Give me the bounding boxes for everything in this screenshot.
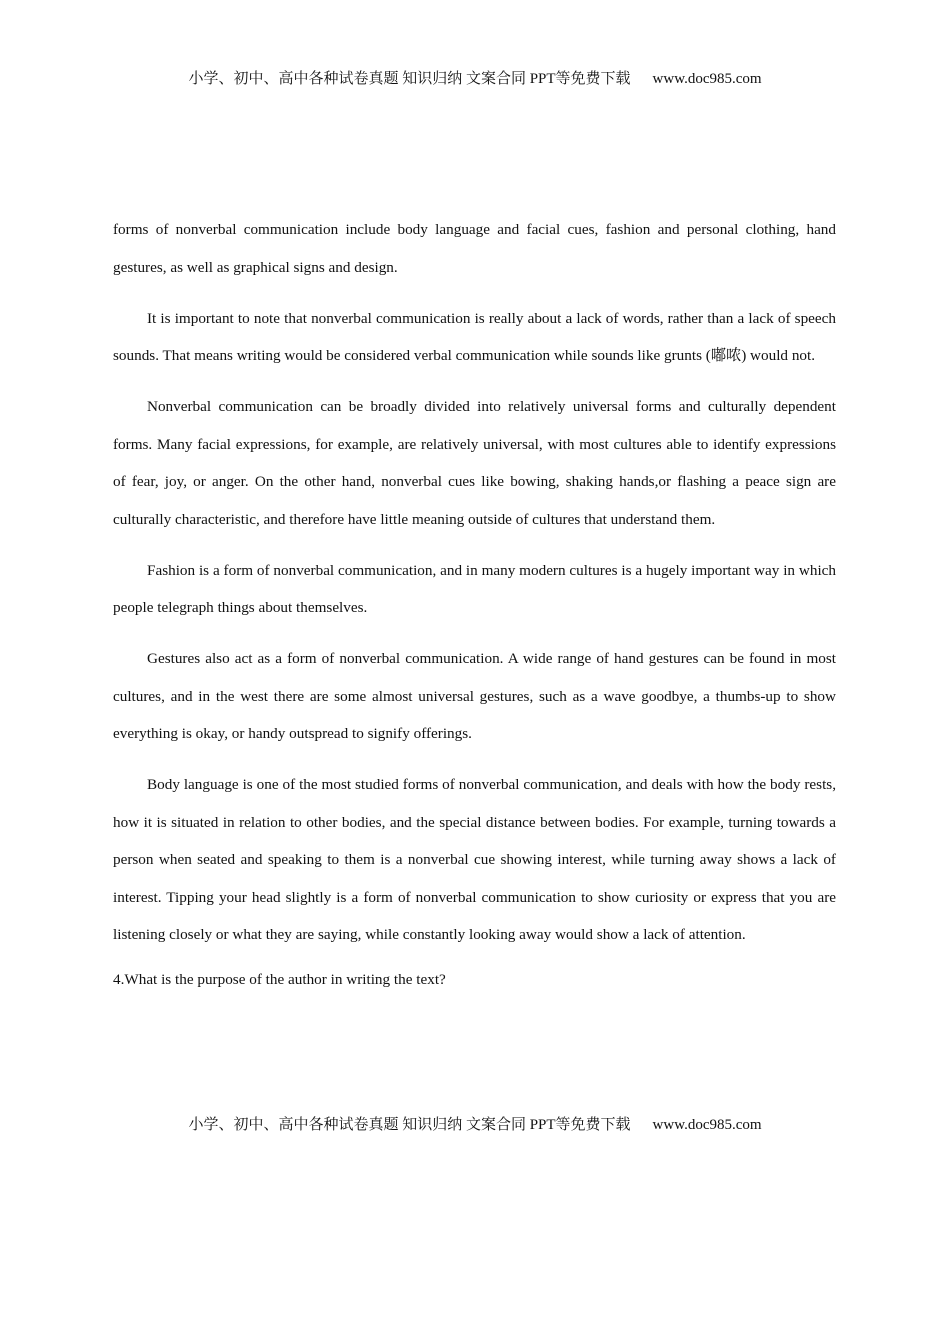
paragraph-5: Gestures also act as a form of nonverbal communication. A wide range of hand gestures can be found in most cultures, and in the west there are some almost universal gestures, such as a wave goodbye, a thumbs-up to show everything is okay, or handy outspread to signify offerings.	[113, 650, 836, 742]
paragraph-6: Body language is one of the most studied forms of nonverbal communication, and deals with how the body rests, how it is situated in relation to other bodies, and the special distance between bodies. For example, turning towards a person when seated and speaking to them is a nonverbal cue showing interest, while turning away shows a lack of interest. Tipping your head slightly is a form of nonverbal communication to show curiosity or express that you are listening closely or what they are saying, while constantly looking away would show a lack of attention.	[113, 776, 836, 943]
paragraph-2: It is important to note that nonverbal communication is really about a lack of words, rather than a lack of speech sounds. That means writing would be considered verbal communication while sounds like grunts (嘟哝) would not.	[113, 309, 836, 364]
header-site-link[interactable]: www.doc985.com	[652, 71, 762, 87]
footer-site-link[interactable]: www.doc985.com	[652, 1117, 762, 1133]
header-tagline: 小学、初中、高中各种试卷真题 知识归纳 文案合同 PPT等免费下载	[188, 71, 631, 87]
page-footer	[0, 1115, 950, 1135]
paragraph-4: Fashion is a form of nonverbal communication, and in many modern cultures is a hugely important way in which people telegraph things about themselves.	[113, 561, 836, 616]
paragraph-3: Nonverbal communication can be broadly divided into relatively universal forms and culturally dependent forms. Many facial expressions, for example, are relatively universal, with most cultures able to identify expressions of fear, joy, or anger. On the other hand, nonverbal cues like bowing, shaking hands,or flashing a peace sign are culturally characteristic, and therefore have little meaning outside of cultures that understand them.	[113, 398, 836, 528]
page-header	[0, 69, 950, 89]
question-4: 4.What is the purpose of the author in writing the text?	[113, 971, 446, 988]
footer-tagline: 小学、初中、高中各种试卷真题 知识归纳 文案合同 PPT等免费下载	[188, 1117, 631, 1133]
document-body	[113, 211, 836, 993]
paragraph-1: forms of nonverbal communication include body language and facial cues, fashion and personal clothing, hand gestures, as well as graphical signs and design.	[113, 221, 836, 276]
